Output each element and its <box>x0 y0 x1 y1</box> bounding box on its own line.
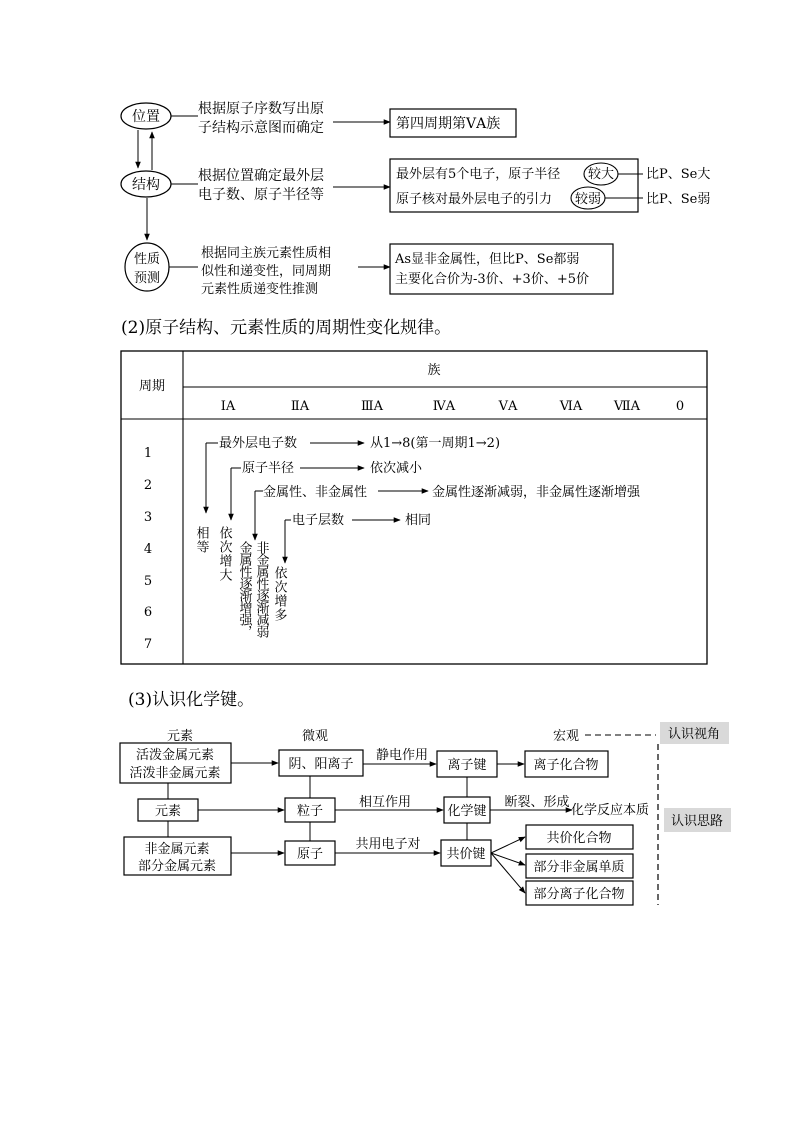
trend4-label: 电子层数 <box>292 513 345 528</box>
trend3-result: 金属性逐渐减弱，非金属性逐渐增强 <box>432 485 641 500</box>
label-micro: 微观 <box>301 729 329 744</box>
circled-larger-text: 较大 <box>587 167 615 182</box>
period-3: 3 <box>143 510 153 525</box>
period-4: 4 <box>143 542 153 557</box>
covalent-compound-text: 共价化合物 <box>546 831 612 846</box>
table-border <box>121 351 707 664</box>
desc3-line3: 元素性质递变性推测 <box>201 282 319 297</box>
header-group: 族 <box>427 363 441 378</box>
desc1-line2: 子结构示意图而确定 <box>198 120 324 136</box>
arrow-to-covalent-compound <box>491 837 525 853</box>
active-elements-2: 活泼非金属元素 <box>129 766 221 781</box>
col-shells-increase: 依次增多 <box>271 566 287 622</box>
nonmetal-elements-2: 部分金属元素 <box>137 859 217 874</box>
label-element: 元素 <box>166 729 194 744</box>
break-form-label: 断裂、形成 <box>504 795 570 810</box>
trend1-label: 最外层电子数 <box>219 436 298 451</box>
trend2-label: 原子半径 <box>242 461 295 476</box>
group-2: ⅡA <box>290 399 310 414</box>
trend1-result: 从1→8(第一周期1→2) <box>370 436 501 451</box>
desc3-line2: 似性和递变性，同周期 <box>201 264 332 279</box>
elements-text: 元素 <box>154 804 182 819</box>
label-macro: 宏观 <box>552 729 580 744</box>
trend4-result: 相同 <box>405 513 432 528</box>
trend2-result: 依次减小 <box>370 461 423 476</box>
compare1-text: 比P、Se大 <box>646 167 711 182</box>
property-label-1: 性质 <box>133 252 161 267</box>
group-5: ⅤA <box>498 399 518 414</box>
period-1: 1 <box>143 446 153 461</box>
chemical-bond-diagram <box>120 722 731 905</box>
desc2-line1: 根据位置确定最外层 <box>198 168 324 184</box>
result1-text: 第四周期第ⅤA族 <box>396 116 501 132</box>
desc1-line1: 根据原子序数写出原 <box>198 101 324 117</box>
result3-line1: As显非金属性，但比P、Se都弱 <box>395 252 580 267</box>
period-5: 5 <box>143 574 153 589</box>
circled-weaker-text: 较弱 <box>574 192 602 207</box>
group-7: ⅦA <box>613 399 641 414</box>
group-1: ⅠA <box>220 399 236 414</box>
group-4: ⅣA <box>432 399 456 414</box>
shared-pair-label: 共用电子对 <box>355 837 421 852</box>
compare2-text: 比P、Se弱 <box>646 192 711 207</box>
reaction-essence-text: 化学反应本质 <box>570 803 650 818</box>
interaction-label: 相互作用 <box>358 795 412 810</box>
section2-heading: (2)原子结构、元素性质的周期性变化规律。 <box>121 318 452 338</box>
period-2: 2 <box>143 478 153 493</box>
ions-text: 阴、阳离子 <box>288 757 354 772</box>
result2-line2: 原子核对最外层电子的引力 <box>396 192 553 207</box>
col-radius-increase: 依次增大 <box>216 526 232 582</box>
position-structure-property-diagram <box>121 100 710 297</box>
result2-line1: 最外层有5个电子，原子半径 <box>396 167 561 182</box>
label-path: 认识思路 <box>670 814 724 829</box>
trend3-label: 金属性、非金属性 <box>263 485 368 500</box>
electrostatic-label: 静电作用 <box>375 748 429 763</box>
period-7: 7 <box>143 637 153 652</box>
property-label-2: 预测 <box>133 271 161 286</box>
periodic-trend-table <box>121 351 707 664</box>
group-6: ⅥA <box>559 399 583 414</box>
covalent-bond-text: 共价键 <box>446 847 486 862</box>
label-view: 认识视角 <box>667 727 721 742</box>
desc3-line1: 根据同主族元素性质相 <box>201 246 332 261</box>
some-ionic-text: 部分离子化合物 <box>533 887 625 902</box>
section3-heading: (3)认识化学键。 <box>128 690 255 710</box>
structure-label: 结构 <box>132 177 160 193</box>
period-6: 6 <box>143 605 153 620</box>
header-period: 周期 <box>138 379 166 394</box>
particles-text: 粒子 <box>296 804 324 819</box>
group-3: ⅢA <box>361 399 383 414</box>
position-label: 位置 <box>132 109 160 125</box>
col-metallic-2: 非金属性逐渐减弱 <box>253 541 269 637</box>
result3-line2: 主要化合价为-3价、+3价、+5价 <box>395 272 589 287</box>
active-elements-1: 活泼金属元素 <box>135 748 215 763</box>
group-0: 0 <box>675 399 685 414</box>
chemical-bond-text: 化学键 <box>447 804 487 819</box>
col-metallic-1: 金属性逐渐增强， <box>236 541 252 637</box>
ionic-compound-text: 离子化合物 <box>533 758 599 773</box>
atoms-text: 原子 <box>296 847 324 862</box>
col-equal: 相等 <box>193 526 209 554</box>
desc2-line2: 电子数、原子半径等 <box>198 187 324 203</box>
nonmetal-elements-1: 非金属元素 <box>144 842 210 857</box>
ionic-bond-text: 离子键 <box>447 758 487 773</box>
nonmetal-simple-text: 部分非金属单质 <box>533 860 625 875</box>
